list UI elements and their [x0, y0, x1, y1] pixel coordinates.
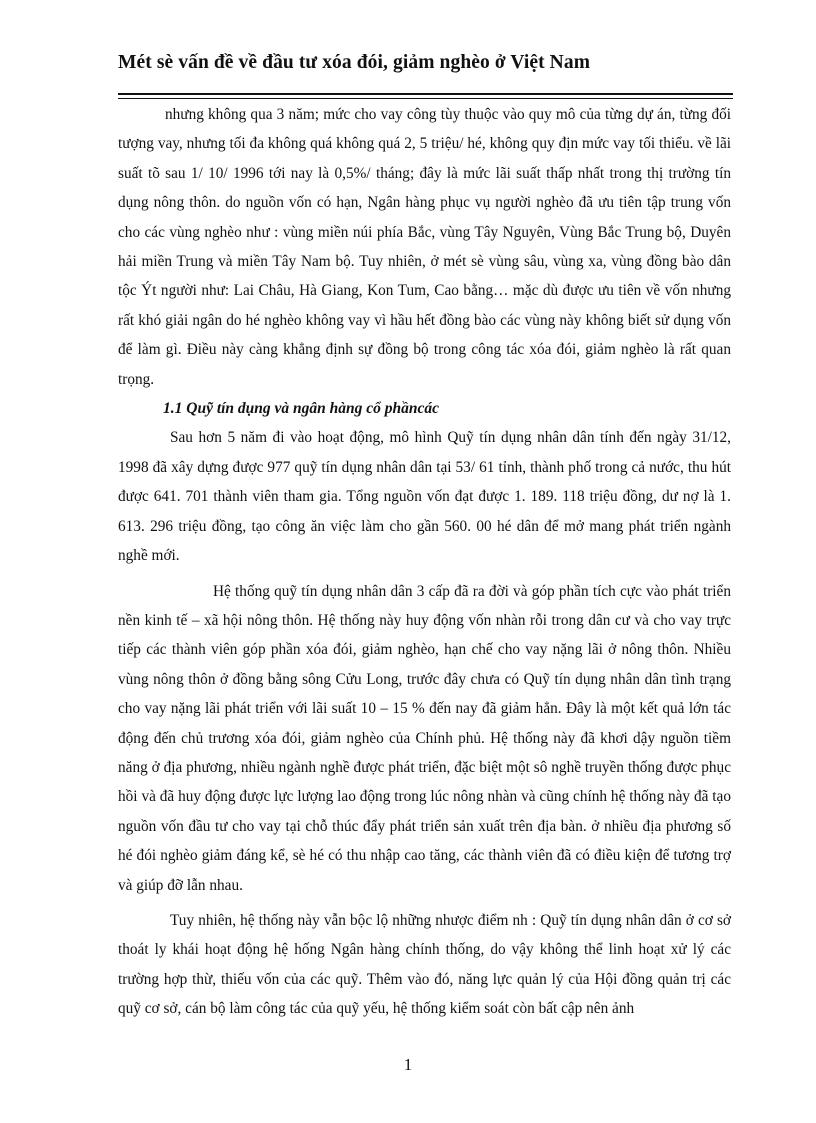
header-rule-thin: [118, 98, 733, 99]
paragraph-credit-fund-stats: Sau hơn 5 năm đi vào hoạt động, mô hình Quỹ tín dụng nhân dân tính đến ngày 31/12, 1998 đã xây dựng được 977 quỹ tín dụng nhân dân tại 53/ 61 tỉnh, thành phố trong cả nước, thu hút được 641. 701 thành viên tham gia. Tổng nguồn vốn đạt được 1. 189. 118 triệu đồng, dư nợ là 1. 613. 296 triệu đồng, tạo công ăn việc làm cho gần 560. 00 hé dân để mở mang phát triển ngành nghề mới.: [118, 429, 731, 565]
paragraph-weaknesses: Tuy nhiên, hệ thống này vẫn bộc lộ những nhược điểm nh : Quỹ tín dụng nhân dân ở cơ sở thoát ly khái hoạt động hệ hống Ngân hàng chính thống, do vậy không thể linh hoạt xử lý các trường hợp thừ, thiếu vốn của các quỹ. Thêm vào đó, năng lực quản lý của Hội đồng quản trị các quỹ cơ sở, cán bộ làm công tác của quỹ yếu, hệ thống kiểm soát còn bất cập nên ảnh: [118, 911, 731, 1018]
running-header-title: Mét sè vấn đề về đầu tư xóa đói, giảm nghèo ở Việt Nam: [118, 52, 591, 73]
paragraph-continuation: nhưng không qua 3 năm; mức cho vay công tùy thuộc vào quy mô của từng dự án, từng đối tượng vay, nhưng tối đa không quá không quá 2, 5 triệu/ hé, không quy địn mức vay tối thiểu. về lãi suất tõ sau 1/ 10/ 1996 tới nay là 0,5%/ tháng; đây là mức lãi suất thấp nhất trong thị trường tín dụng nông thôn. do nguồn vốn có hạn, Ngân hàng phục vụ người nghèo đã ưu tiên tập trung vốn cho các vùng nghèo như : vùng miền núi phía Bắc, vùng Tây Nguyên, Vùng Bắc Trung bộ, Duyên hải miền Trung và miền Tây Nam bộ. Tuy nhiên, ở mét sè vùng sâu, vùng xa, vùng đồng bào dân tộc Ýt người như: Lai Châu, Hà Giang, Kon Tum, Cao bằng… mặc dù được ưu tiên về vốn nhưng rất khó giải ngân do hé nghèo không vay vì hầu hết đồng bào các vùng này không biết sử dụng vốn để làm gì. Điều này càng khẳng định sự đồng bộ trong công tác xóa đói, giảm nghèo là rất quan trọng.: [118, 106, 731, 388]
paragraph-credit-system: Hệ thống quỹ tín dụng nhân dân 3 cấp đã ra đời và góp phần tích cực vào phát triển nền kinh tế – xã hội nông thôn. Hệ thống này huy động vốn nhàn rỗi trong dân cư và cho vay trực tiếp các thành viên góp phần xóa đói, giảm nghèo, hạn chế cho vay nặng lãi ở nông thôn. Nhiều vùng nông thôn ở đồng bằng sông Cửu Long, trước đây chưa có Quỹ tín dụng nhân dân tình trạng cho vay nặng lãi phát triển với lãi suất 10 – 15 % đến nay đã giảm hẳn. Đây là một kết quả lớn tác động đến chủ trương xóa đói, giảm nghèo của Chính phủ. Hệ thống này đã khơi dậy nguồn tiềm năng ở địa phương, nhiều ngành nghề được phát triển, đặc biệt một sô nghề truyền thống được phục hồi và đã huy động được lực lượng lao động trong lúc nông nhàn và cũng chính hệ thống này đã tạo nguồn vốn đầu tư cho vay tại chỗ thúc đẩy phát triển sản xuất trên địa bàn. ở nhiều địa phương số hé đói nghèo giảm đáng kể, sè hé có thu nhập cao tăng, các thành viên đã có điều kiện để tương trợ và giúp đỡ lẫn nhau.: [118, 582, 731, 894]
section-heading: 1.1 Quỹ tín dụng và ngân hàng cổ phầncác: [163, 400, 440, 418]
page-number: 1: [403, 1055, 413, 1074]
header-rule-thick: [118, 93, 733, 95]
document-body: [118, 100, 731, 1024]
